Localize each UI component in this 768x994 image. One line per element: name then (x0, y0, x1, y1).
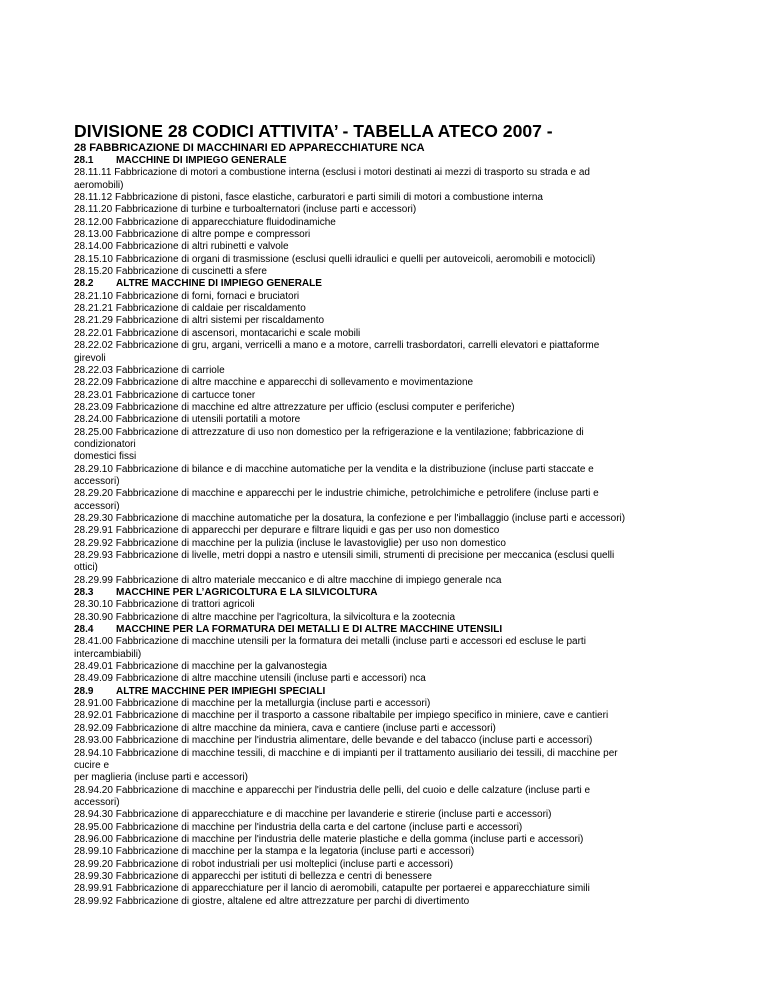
section-number: 28.9 (74, 685, 94, 697)
section-title: ALTRE MACCHINE DI IMPIEGO GENERALE (116, 278, 322, 290)
activity-code-line: 28.29.99 Fabbricazione di altro materiale meccanico e di altre macchine di impiego generale nca (74, 574, 502, 586)
activity-code-line: 28.91.00 Fabbricazione di macchine per la metallurgia (incluse parti e accessori) (74, 698, 431, 710)
activity-code-line: 28.95.00 Fabbricazione di macchine per l'industria della carta e del cartone (incluse parti e accessori) (74, 821, 523, 833)
activity-code-line: 28.23.09 Fabbricazione di macchine ed altre attrezzature per ufficio (esclusi computer e periferiche) (74, 401, 515, 413)
activity-code-line: girevoli (74, 352, 106, 364)
section-title: MACCHINE DI IMPIEGO GENERALE (116, 155, 287, 166)
activity-code-line: 28.99.20 Fabbricazione di robot industriali per usi molteplici (incluse parti e accessori) (74, 858, 454, 870)
activity-code-list (74, 155, 698, 908)
activity-code-line: accessori) (74, 500, 120, 512)
section-heading (74, 278, 698, 290)
activity-code-line: 28.29.10 Fabbricazione di bilance e di macchine automatiche per la vendita e la distribuzione (incluse parti staccate e (74, 463, 594, 475)
activity-code-line: 28.21.10 Fabbricazione di forni, fornaci e bruciatori (74, 290, 300, 302)
activity-code-line: 28.99.91 Fabbricazione di apparecchiature per il lancio di aeromobili, catapulte per portaerei e apparecchiature simili (74, 883, 590, 895)
section-number: 28.2 (74, 278, 94, 290)
section-title: MACCHINE PER LA FORMATURA DEI METALLI E DI ALTRE MACCHINE UTENSILI (116, 624, 503, 636)
activity-code-line: 28.94.30 Fabbricazione di apparecchiature e di macchine per lavanderie e stirerie (incluse parti e accessori) (74, 809, 552, 821)
activity-code-line: 28.96.00 Fabbricazione di macchine per l'industria delle materie plastiche e della gomma (incluse parti e accessori) (74, 833, 584, 845)
activity-code-line: 28.29.20 Fabbricazione di macchine e apparecchi per le industrie chimiche, petrolchimiche e petrolifere (incluse parti e (74, 488, 599, 500)
activity-code-line: 28.99.30 Fabbricazione di apparecchi per istituti di bellezza e centri di benessere (74, 870, 432, 882)
activity-code-line: domestici fissi (74, 451, 137, 463)
activity-code-line: 28.23.01 Fabbricazione di cartucce toner (74, 389, 256, 401)
activity-code-line: 28.93.00 Fabbricazione di macchine per l'industria alimentare, delle bevande e del tabacco (incluse parti e accessori) (74, 735, 593, 747)
section-title: ALTRE MACCHINE PER IMPIEGHI SPECIALI (116, 685, 326, 697)
section-number: 28.1 (74, 155, 94, 166)
activity-code-line: 28.22.02 Fabbricazione di gru, argani, verricelli a mano e a motore, carrelli trasbordatori, carrelli elevatori e piattaforme (74, 340, 600, 352)
activity-code-line: 28.21.21 Fabbricazione di caldaie per riscaldamento (74, 303, 306, 315)
section-heading (74, 686, 698, 698)
activity-code-line: cucire e (74, 759, 110, 771)
activity-code-line: 28.99.10 Fabbricazione di macchine per la stampa e la legatoria (incluse parti e accessori) (74, 846, 475, 858)
activity-code-line: 28.14.00 Fabbricazione di altri rubinetti e valvole (74, 241, 289, 253)
activity-code-line: 28.94.10 Fabbricazione di macchine tessili, di macchine e di impianti per il trattamento ausiliario dei tessili, di macchine per (74, 747, 618, 759)
activity-code-line: 28.22.01 Fabbricazione di ascensori, montacarichi e scale mobili (74, 327, 361, 339)
division-heading: 28 FABBRICAZIONE DI MACCHINARI ED APPARECCHIATURE NCA (74, 142, 425, 154)
activity-code-line: condizionatori (74, 438, 136, 450)
activity-code-line: 28.49.09 Fabbricazione di altre macchine utensili (incluse parti e accessori) nca (74, 673, 426, 685)
section-heading (74, 587, 698, 599)
activity-code-line: accessori) (74, 475, 120, 487)
activity-code-line: 28.29.30 Fabbricazione di macchine automatiche per la dosatura, la confezione e per l'imballaggio (incluse parti e accessori) (74, 512, 626, 524)
section-number: 28.3 (74, 587, 94, 599)
activity-code-line: 28.22.09 Fabbricazione di altre macchine e apparecchi di sollevamento e movimentazione (74, 377, 474, 389)
activity-code-line: 28.29.92 Fabbricazione di macchine per la pulizia (incluse le lavastoviglie) per uso non domestico (74, 537, 506, 549)
activity-code-line: 28.92.09 Fabbricazione di altre macchine da miniera, cava e cantiere (incluse parti e accessori) (74, 722, 496, 734)
activity-code-line: 28.29.93 Fabbricazione di livelle, metri doppi a nastro e utensili simili, strumenti di precisione per meccanica (esclusi quelli (74, 550, 615, 561)
activity-code-line: 28.24.00 Fabbricazione di utensili portatili a motore (74, 414, 301, 426)
section-heading (74, 624, 698, 636)
activity-code-line: 28.11.12 Fabbricazione di pistoni, fasce elastiche, carburatori e parti simili di motori a combustione interna (74, 192, 543, 204)
document-title: DIVISIONE 28 CODICI ATTIVITA’ - TABELLA ATECO 2007 - (74, 121, 553, 141)
activity-code-line: accessori) (74, 796, 120, 808)
activity-code-line: 28.49.01 Fabbricazione di macchine per la galvanostegia (74, 661, 327, 673)
document-page (74, 121, 698, 908)
activity-code-line: 28.22.03 Fabbricazione di carriole (74, 364, 225, 376)
activity-code-line: 28.11.20 Fabbricazione di turbine e turboalternatori (incluse parti e accessori) (74, 204, 417, 216)
activity-code-line: 28.15.10 Fabbricazione di organi di trasmissione (esclusi quelli idraulici e quelli per autoveicoli, aeromobili e motocicli) (74, 253, 596, 265)
activity-code-line: per maglieria (incluse parti e accessori) (74, 772, 248, 784)
activity-code-line: 28.41.00 Fabbricazione di macchine utensili per la formatura dei metalli (incluse parti e accessori ed escluse le parti (74, 636, 586, 648)
activity-code-line: 28.11.11 Fabbricazione di motori a combustione interna (esclusi i motori destinati ai mezzi di trasporto su strada e ad (74, 167, 590, 179)
activity-code-line: 28.92.01 Fabbricazione di macchine per il trasporto a cassone ribaltabile per impiego specifico in miniere, cave e cantieri (74, 710, 609, 722)
activity-code-line: 28.30.90 Fabbricazione di altre macchine per l'agricoltura, la silvicoltura e la zootecnia (74, 611, 456, 623)
activity-code-line: aeromobili) (74, 179, 124, 191)
activity-code-line: 28.12.00 Fabbricazione di apparecchiature fluidodinamiche (74, 216, 336, 228)
activity-code-line: 28.15.20 Fabbricazione di cuscinetti a sfere (74, 266, 267, 278)
section-number: 28.4 (74, 624, 94, 636)
activity-code-line: 28.99.92 Fabbricazione di giostre, altalene ed altre attrezzature per parchi di divertimento (74, 895, 470, 907)
activity-code-line: 28.21.29 Fabbricazione di altri sistemi per riscaldamento (74, 315, 325, 327)
section-heading (74, 155, 698, 167)
activity-code-line: 28.94.20 Fabbricazione di macchine e apparecchi per l'industria delle pelli, del cuoio e delle calzature (incluse parti e (74, 784, 591, 796)
activity-code-line: 28.25.00 Fabbricazione di attrezzature di uso non domestico per la refrigerazione e la ventilazione; fabbricazione di (74, 426, 584, 438)
section-title: MACCHINE PER L’AGRICOLTURA E LA SILVICOLTURA (116, 587, 378, 599)
activity-code-line: intercambiabili) (74, 648, 142, 660)
activity-code-line: ottici) (74, 562, 98, 574)
activity-code-line: 28.30.10 Fabbricazione di trattori agricoli (74, 599, 255, 611)
activity-code-line: 28.29.91 Fabbricazione di apparecchi per depurare e filtrare liquidi e gas per uso non domestico (74, 525, 500, 537)
activity-code-line: 28.13.00 Fabbricazione di altre pompe e compressori (74, 229, 311, 241)
